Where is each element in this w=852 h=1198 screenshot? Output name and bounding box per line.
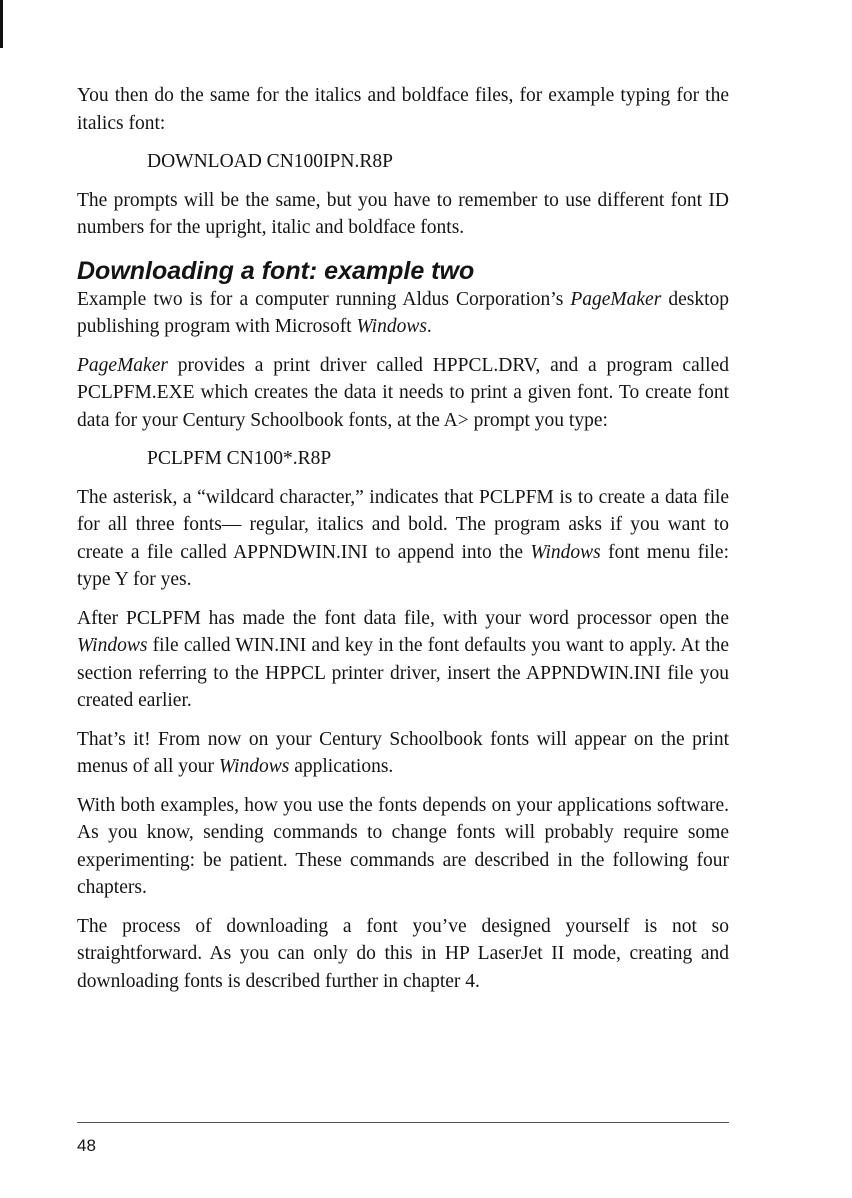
windows-emphasis: Windows (77, 635, 148, 656)
command-download: DOWNLOAD CN100IPN.R8P (147, 151, 393, 172)
paragraph-prompts: The prompts will be the same, but you have to remember to use different font ID numbers for the upright, italic and boldface fonts. (77, 189, 729, 238)
footer-rule (77, 1122, 729, 1123)
windows-emphasis: Windows (218, 756, 290, 777)
paragraph-asterisk: The asterisk, a “wildcard character,” indicates that PCLPFM is to create a data file for all three fonts— regular, italics and bold. The program asks if you want to create a file called APPNDWIN.INI to append into the Windows font menu file: type Y for yes. (77, 486, 729, 590)
scan-edge-mark (0, 0, 3, 48)
paragraph-both-examples: With both examples, how you use the fonts depends on your applications software. As you know, sending commands to change fonts will probably require some experimenting: be patient. These commands are described in the following four chapters. (77, 794, 729, 898)
page-number: 48 (77, 1136, 96, 1155)
body-text (77, 82, 729, 1006)
paragraph-after-pclpfm: After PCLPFM has made the font data file, with your word processor open the Windows file called WIN.INI and key in the font defaults you want to apply. At the section referring to the HPPCL printer driver, insert the APPNDWIN.INI file you created earlier. (77, 607, 729, 711)
windows-emphasis: Windows (356, 316, 427, 337)
command-pclpfm: PCLPFM CN100*.R8P (147, 448, 332, 469)
paragraph-pagemaker-driver: PageMaker provides a print driver called HPPCL.DRV, and a program called PCLPFM.EXE which creates the data it needs to print a given font. To create font data for your Century Schoolbook fonts, at the A> prompt you type: (77, 354, 729, 431)
paragraph-process: The process of downloading a font you’ve designed yourself is not so straightforward. As you can only do this in HP LaserJet II mode, creating and downloading fonts is described further in chapter 4. (77, 915, 729, 992)
paragraph-italics-intro: You then do the same for the italics and boldface files, for example typing for the italics font: (77, 85, 729, 134)
pagemaker-emphasis: PageMaker (570, 288, 662, 310)
pagemaker-emphasis: PageMaker (77, 354, 168, 376)
windows-emphasis: Windows (530, 541, 601, 563)
paragraph-example-two: Example two is for a computer running Aldus Corporation’s PageMaker desktop publishing program with Microsoft Windows. (77, 288, 729, 337)
section-heading: Downloading a font: example two (77, 256, 475, 285)
paragraph-thats-it: That’s it! From now on your Century Schoolbook fonts will appear on the print menus of all your Windows applications. (77, 728, 729, 777)
